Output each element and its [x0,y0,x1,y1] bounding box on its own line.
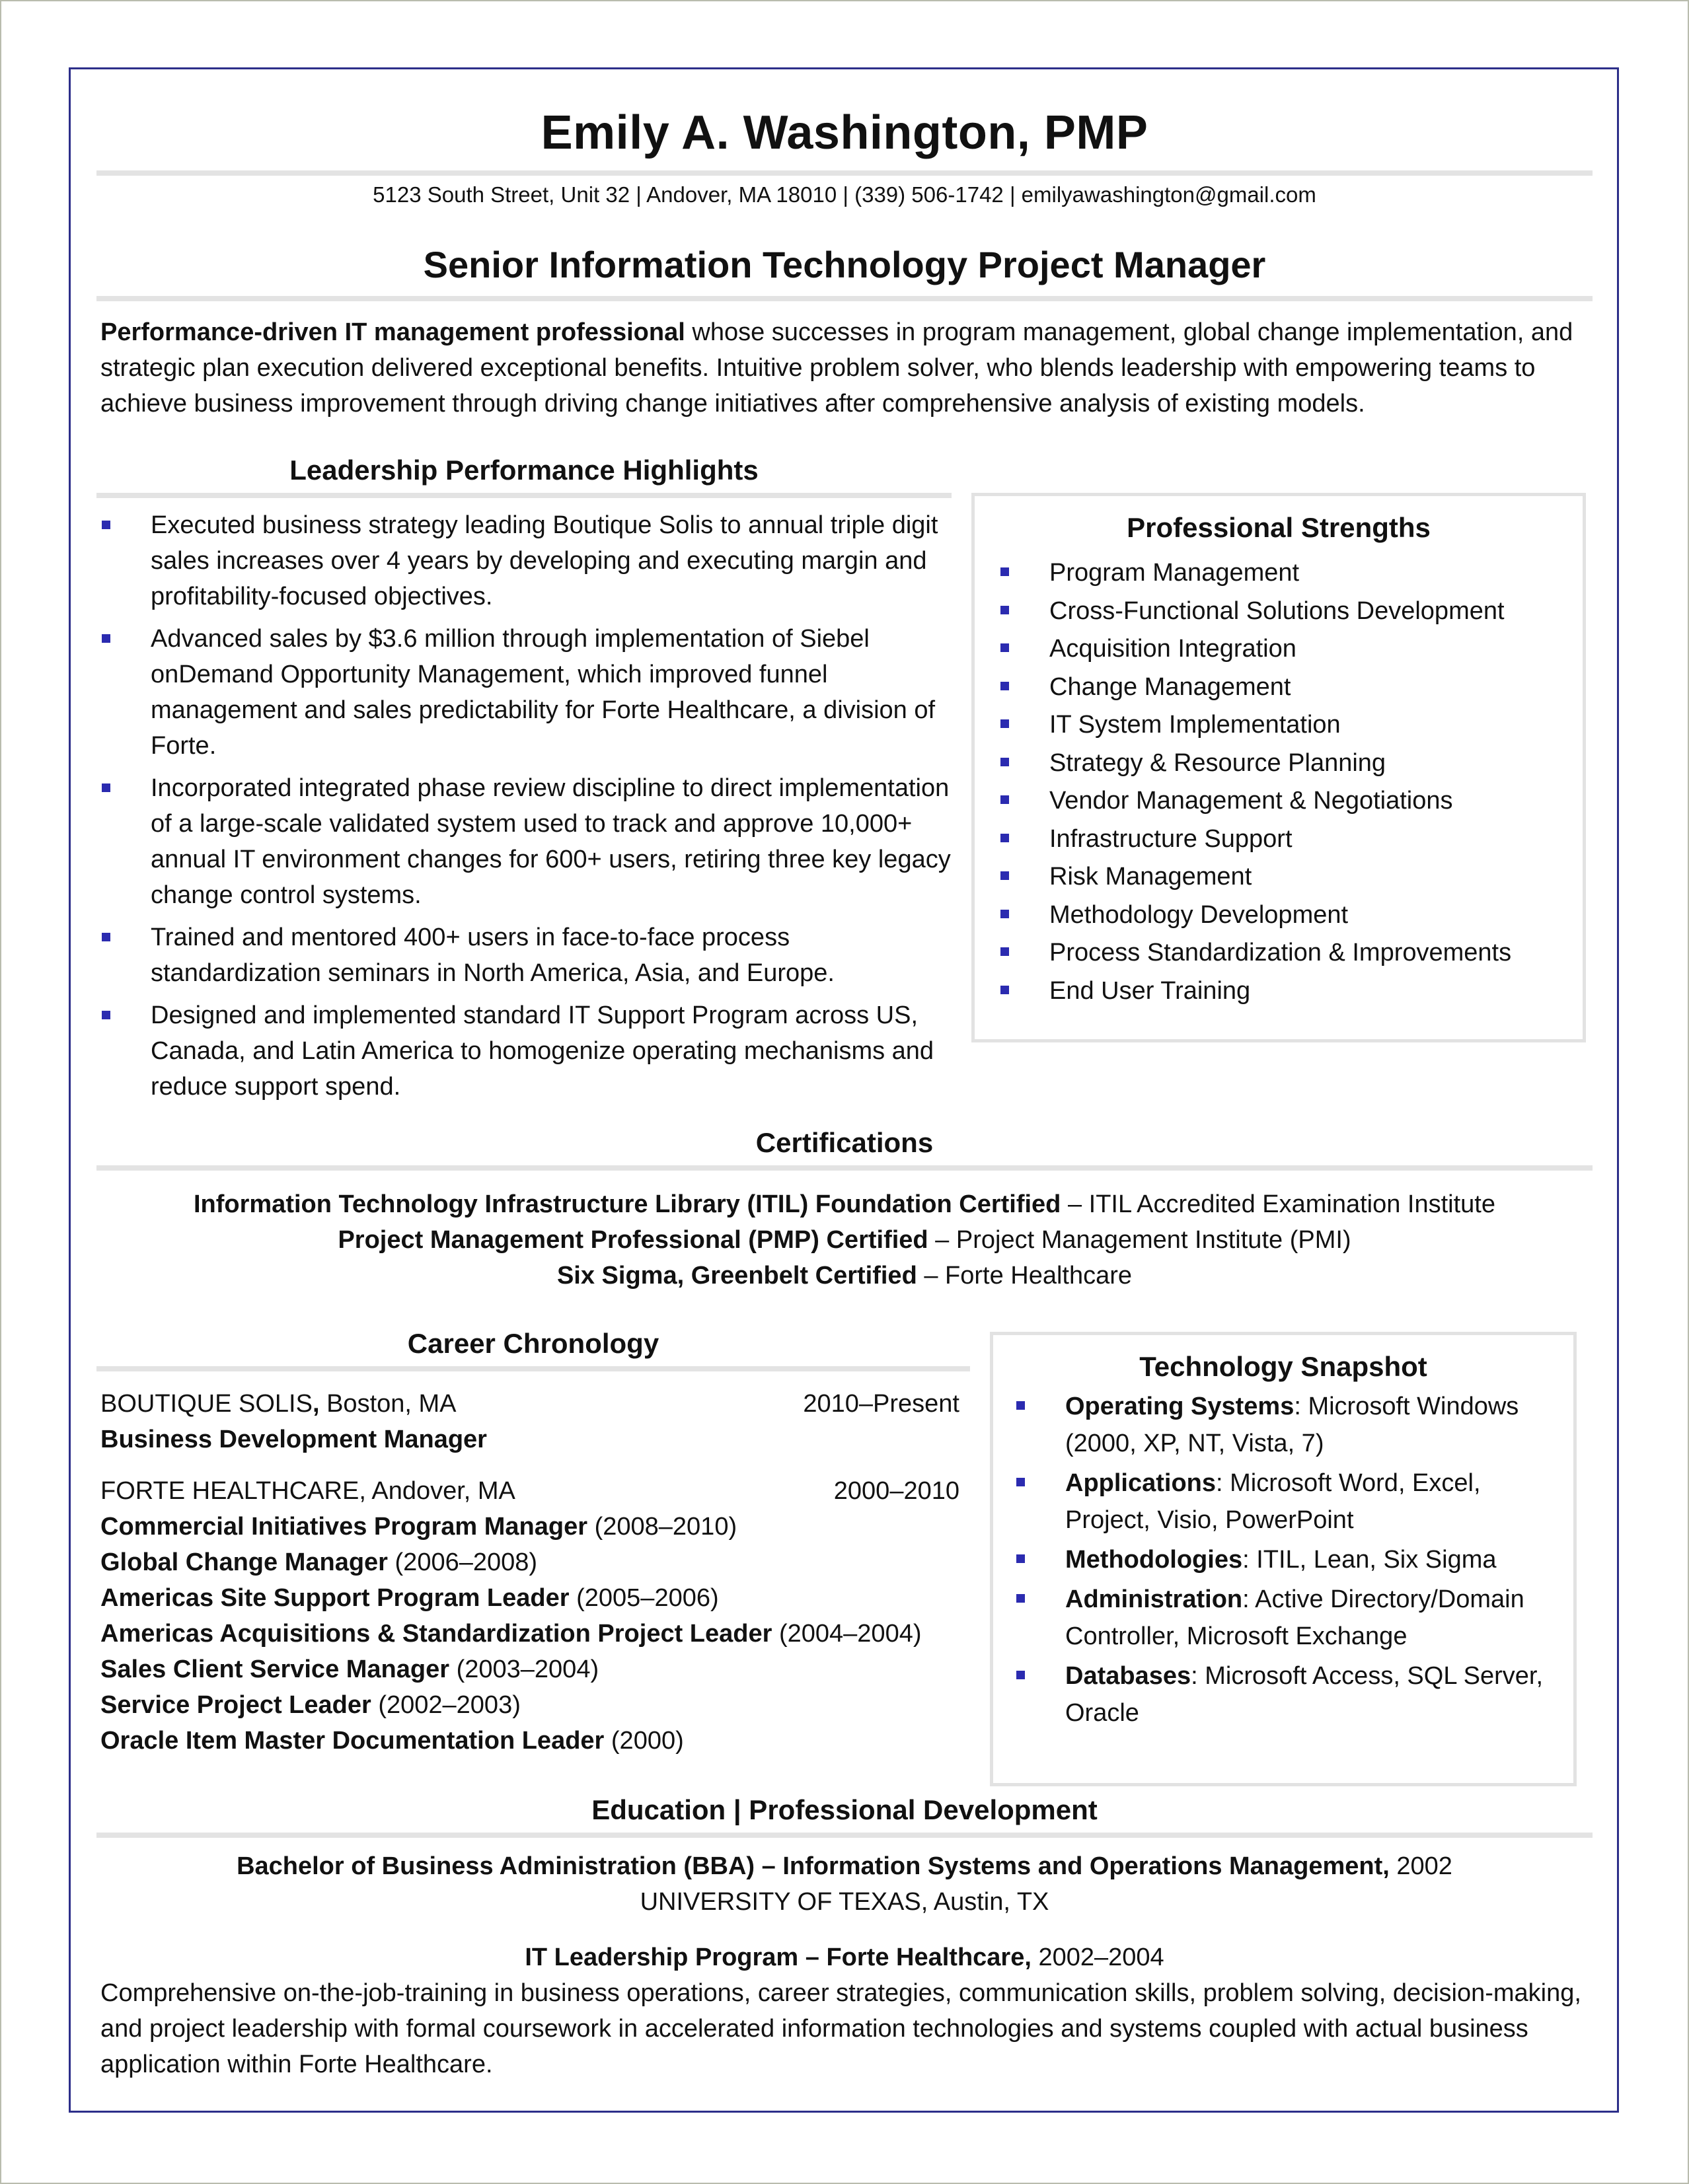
education-rule [96,1833,1593,1838]
employer-dates: 2000–2010 [833,1477,959,1505]
employer-row [100,1473,959,1509]
contact-line: 5123 South Street, Unit 32 | Andover, MA 18010 | (339) 506-1742 | emilyawashington@gmail.com [373,182,1316,207]
employer-dates: 2010–Present [803,1390,959,1418]
highlights-list [100,507,959,1105]
list-item: Change Management [999,669,1583,707]
employer-name: BOUTIQUE SOLIS, Boston, MA [100,1390,457,1418]
list-item: Acquisition Integration [999,630,1583,669]
list-item: Incorporated integrated phase review discipline to direct implementation of a large-scale validated system used to track and approve 10,000+ annual IT environment changes for 600+ users, retiring three key legacy change control systems. [100,770,959,913]
list-item: Administration: Active Directory/Domain Controller, Microsoft Exchange [1015,1581,1560,1655]
certification-name: Project Management Professional (PMP) Certified [338,1226,928,1254]
role-item: Sales Client Service Manager (2003–2004) [100,1656,599,1683]
role-item: Oracle Item Master Documentation Leader (2000) [100,1727,684,1755]
tech-title: Technology Snapshot [1139,1351,1427,1382]
summary-paragraph [100,314,1587,421]
role-item: Americas Acquisitions & Standardization Project Leader (2004–2004) [100,1620,922,1648]
certification-name: Six Sigma, Greenbelt Certified [556,1262,917,1290]
role-item: Commercial Initiatives Program Manager (2008–2010) [100,1513,737,1541]
role-item: Americas Site Support Program Leader (2005–2006) [100,1584,719,1612]
employer-row [100,1386,959,1422]
strengths-title: Professional Strengths [1127,512,1431,543]
role-item: Business Development Manager [100,1426,487,1453]
header-rule [96,170,1593,176]
certifications-title: Certifications [755,1127,934,1158]
list-item: Strategy & Resource Planning [999,745,1583,783]
list-item: Cross-Functional Solutions Development [999,593,1583,631]
list-item: Trained and mentored 400+ users in face-to-face process standardization seminars in North America, Asia, and Europe. [100,920,959,991]
list-item: Applications: Microsoft Word, Excel, Project, Visio, PowerPoint [1015,1465,1560,1539]
list-item: Risk Management [999,858,1583,896]
headline: Senior Information Technology Project Manager [423,244,1266,285]
list-item: Infrastructure Support [999,820,1583,859]
list-item: Program Management [999,554,1583,593]
candidate-name: Emily A. Washington, PMP [541,106,1148,159]
education-title: Education | Professional Development [591,1794,1098,1825]
tech-box [990,1332,1577,1786]
role-item: Global Change Manager (2006–2008) [100,1548,538,1576]
certifications-rule [96,1165,1593,1171]
role-item: Service Project Leader (2002–2003) [100,1691,521,1719]
list-item: IT System Implementation [999,706,1583,745]
list-item: Executed business strategy leading Boutique Solis to annual triple digit sales increases over 4 years by developing and executing margin and profitability-focused objectives. [100,507,959,614]
summary-lead: Performance-driven IT management professional [100,318,685,346]
list-item: Vendor Management & Negotiations [999,782,1583,820]
certification-issuer: – Project Management Institute (PMI) [928,1226,1351,1254]
degree-line: Bachelor of Business Administration (BBA) – Information Systems and Operations Management, 2002 [237,1852,1452,1880]
degree-block [96,1848,1593,1920]
list-item: Methodologies: ITIL, Lean, Six Sigma [1015,1541,1560,1578]
tech-list [1015,1388,1560,1731]
list-item: Methodology Development [999,896,1583,935]
summary-text: whose successes in program management, global change implementation, and strategic plan execution delivered exceptional benefits. Intuitive problem solver, who blends leadership with empowering teams to achieve business improvement through driving change initiatives after comprehensive analysis of existing models. [100,318,1573,418]
program-description: Comprehensive on-the-job-training in business operations, career strategies, communication skills, problem solving, decision-making, and project leadership with formal coursework in accelerated information technologies and systems coupled with actual business application within Forte Healthcare. [100,1979,1581,2078]
certifications-list [96,1186,1593,1293]
certification-issuer: – ITIL Accredited Examination Institute [1061,1190,1496,1218]
highlights-rule [96,493,952,498]
strengths-list [999,554,1583,1010]
program-line: IT Leadership Program – Forte Healthcare, 2002–2004 [525,1944,1164,1971]
list-item: Process Standardization & Improvements [999,934,1583,972]
certification-item [96,1186,1593,1222]
certification-item [96,1258,1593,1293]
employer-name: FORTE HEALTHCARE, Andover, MA [100,1477,515,1505]
career-title: Career Chronology [407,1328,659,1359]
list-item: End User Training [999,972,1583,1011]
career-rule [96,1366,970,1371]
school-line: UNIVERSITY OF TEXAS, Austin, TX [640,1888,1049,1916]
highlights-title: Leadership Performance Highlights [289,455,759,486]
certification-issuer: – Forte Healthcare [917,1262,1133,1290]
certification-name: Information Technology Infrastructure Library (ITIL) Foundation Certified [193,1190,1061,1218]
headline-rule [96,296,1593,301]
list-item: Operating Systems: Microsoft Windows (2000, XP, NT, Vista, 7) [1015,1388,1560,1462]
list-item: Databases: Microsoft Access, SQL Server, Oracle [1015,1657,1560,1731]
strengths-box [971,493,1586,1042]
certification-item [96,1222,1593,1258]
list-item: Advanced sales by $3.6 million through implementation of Siebel onDemand Opportunity Management, which improved funnel management and sales predictability for Forte Healthcare, a division of Forte. [100,621,959,764]
career-list [100,1386,959,1759]
list-item: Designed and implemented standard IT Support Program across US, Canada, and Latin America to homogenize operating mechanisms and reduce support spend. [100,998,959,1105]
